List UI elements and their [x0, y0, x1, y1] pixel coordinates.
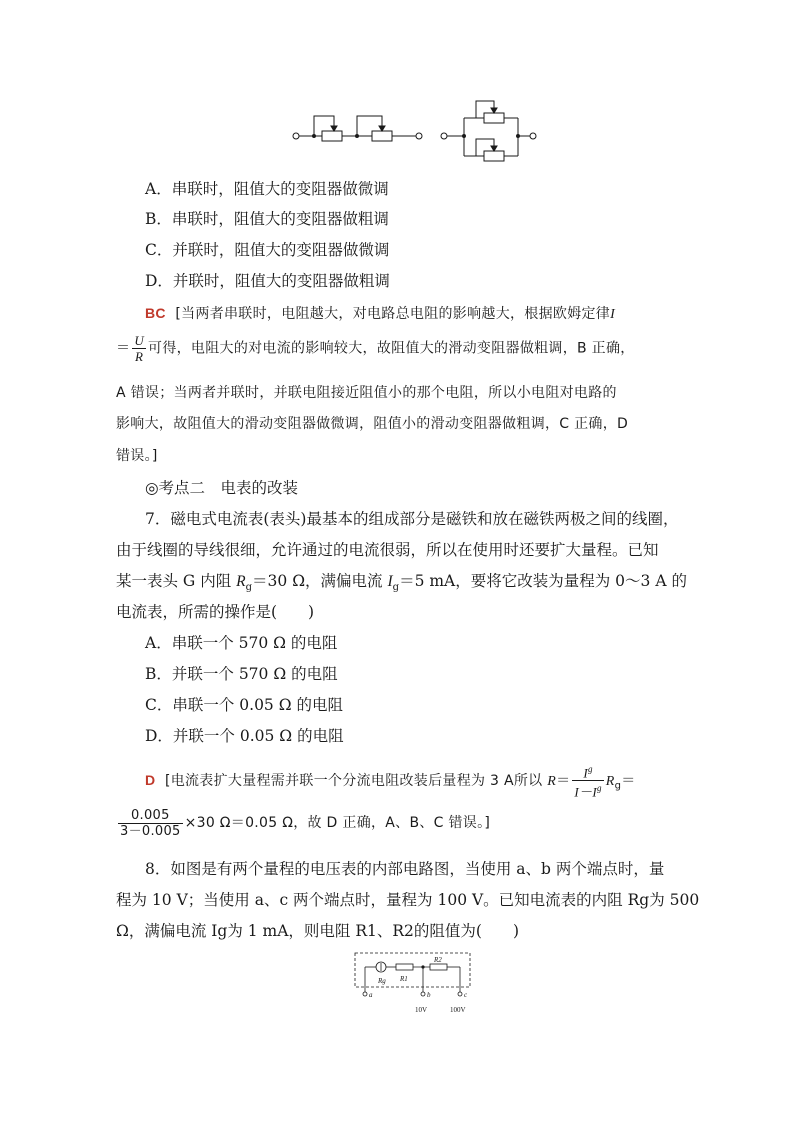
q7-fraction-numeric — [118, 808, 183, 839]
q7-fraction-ig — [572, 762, 603, 800]
frac-den-sup: g — [596, 783, 602, 794]
voltmeter-circuit-figure — [352, 950, 478, 1018]
terminal-b — [421, 992, 425, 996]
q7-sub-g2: g — [392, 582, 400, 594]
q7-stem-line-1: 7．磁电式电流表(表头)最基本的组成部分是磁铁和放在磁铁两极之间的线圈， — [145, 510, 679, 528]
q7-explanation-line-2 — [116, 806, 490, 840]
q7-answer-key: D — [145, 771, 156, 788]
q6-option-a: A．串联时，阻值大的变阻器做微调 — [145, 180, 389, 198]
q6-answer-key: BC — [145, 305, 166, 321]
q7-exp-eq2: ＝ — [621, 772, 636, 789]
terminal-c-label: c — [464, 991, 468, 999]
r1-label: R1 — [400, 975, 408, 983]
frac-numerator: 0.005 — [118, 808, 183, 824]
terminal-a-label: a — [369, 991, 373, 999]
frac-numerator: U — [134, 333, 145, 348]
q6-exp-text-1: [当两者串联时，电阻越大，对电路总电阻的影响越大，根据欧姆定律 — [175, 306, 611, 322]
q7-text-c: ＝5 mA，要将它改装为量程为 0～3 A 的 — [399, 572, 687, 590]
rheostat-circuits-figure — [290, 96, 540, 162]
frac-num-sup: g — [588, 764, 593, 774]
q8-stem-line-1: 8．如图是有两个量程的电压表的内部电路图，当使用 a、b 两个端点时，量 — [145, 860, 665, 878]
q7-text-b: ＝30 Ω，满偏电流 — [252, 572, 388, 590]
r2-label: R2 — [434, 956, 442, 964]
q7-exp-sub-g: g — [614, 780, 622, 792]
q6-option-c: C．并联时，阻值大的变阻器做微调 — [145, 241, 390, 259]
q7-var-i: I — [387, 573, 393, 590]
frac-num-text: I — [583, 765, 588, 781]
q7-exp-var-rg: R — [605, 773, 615, 789]
q6-exp-eq: ＝ — [116, 340, 131, 357]
section-heading: ◎考点二 电表的改装 — [145, 479, 299, 497]
terminal-c — [458, 992, 462, 996]
q7-stem-line-2: 由于线圈的导线很细，允许通过的电流很弱，所以在使用时还要扩大量程。已知 — [116, 541, 659, 559]
q6-explanation-line-4: 影响大，故阻值大的滑动变阻器做微调，阻值小的滑动变阻器做粗调，C 正确，D — [116, 416, 629, 432]
q7-option-d: D．并联一个 0.05 Ω 的电阻 — [145, 727, 344, 745]
q6-fraction-u-over-r — [132, 333, 146, 364]
q6-explanation-line-3: A 错误；当两者并联时，并联电阻接近阻值小的那个电阻，所以小电阻对电路的 — [116, 385, 617, 401]
q7-stem-line-3 — [116, 571, 687, 598]
frac-den-text: I－I — [574, 784, 597, 800]
q7-text-a: 某一表头 G 内阻 — [116, 572, 237, 590]
frac-denominator: 3－0.005 — [120, 823, 181, 839]
q6-option-b: B．串联时，阻值大的变阻器做粗调 — [145, 210, 389, 228]
frac-denominator: R — [135, 349, 144, 364]
q6-exp-var-i: I — [610, 307, 616, 322]
terminal-b-label: b — [427, 991, 431, 999]
range-100v-label: 100V — [450, 1006, 466, 1014]
r2-resistor — [430, 964, 447, 970]
rg-label: Rg — [378, 977, 386, 985]
q7-exp-eq: ＝ — [556, 772, 571, 789]
q7-exp-var-r: R — [547, 773, 557, 789]
range-10v-label: 10V — [415, 1006, 428, 1014]
q6-explanation-line-5: 错误。] — [116, 448, 158, 464]
q7-var-r: R — [236, 573, 246, 590]
terminal-a — [363, 992, 367, 996]
frac-denominator — [572, 781, 603, 799]
q7-stem-line-4: 电流表，所需的操作是( ) — [116, 603, 315, 621]
q8-stem-line-3: Ω，满偏电流 Ig为 1 mA，则电阻 R1、R2的阻值为( ) — [116, 922, 520, 940]
q8-stem-line-2: 程为 10 V；当使用 a、c 两个端点时，量程为 100 V。已知电流表的内阻 Rg为 500 — [116, 891, 700, 909]
q6-option-d: D．并联时，阻值大的变阻器做粗调 — [145, 272, 390, 290]
q7-exp-text-1: [电流表扩大量程需并联一个分流电阻改装后量程为 3 A所以 — [164, 772, 548, 789]
q7-exp-text-2: ×30 Ω＝0.05 Ω，故 D 正确，A、B、C 错误。] — [184, 815, 491, 831]
q7-option-c: C．串联一个 0.05 Ω 的电阻 — [145, 696, 344, 714]
q6-explanation-line-1 — [145, 303, 615, 325]
q7-sub-g: g — [245, 582, 253, 594]
q7-option-a: A．串联一个 570 Ω 的电阻 — [145, 634, 338, 652]
q7-option-b: B．并联一个 570 Ω 的电阻 — [145, 665, 338, 683]
q6-exp-text-2: 可得，电阻大的对电流的影响较大，故阻值大的滑动变阻器做粗调，B 正确， — [148, 340, 635, 357]
q6-explanation-line-2 — [116, 333, 635, 364]
frac-numerator — [572, 762, 603, 781]
r1-resistor — [396, 964, 413, 970]
q7-explanation-line-1 — [145, 762, 636, 802]
